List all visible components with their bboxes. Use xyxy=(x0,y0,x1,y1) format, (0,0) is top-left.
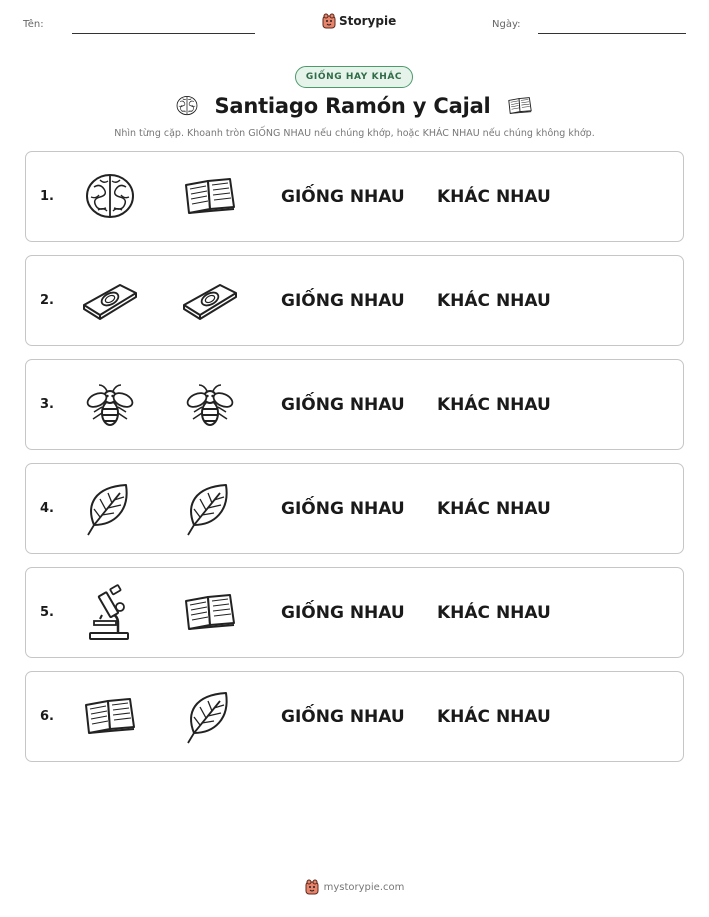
name-label: Tên: xyxy=(23,19,44,30)
brain-icon xyxy=(174,93,200,119)
question-number: 2. xyxy=(40,293,54,308)
same-option[interactable]: GIỐNG NHAU xyxy=(281,394,405,415)
different-option[interactable]: KHÁC NHAU xyxy=(437,602,551,623)
microscope-slide-icon xyxy=(80,271,140,331)
brand-logo xyxy=(322,13,396,29)
same-option[interactable]: GIỐNG NHAU xyxy=(281,290,405,311)
date-label: Ngày: xyxy=(492,19,521,30)
same-option[interactable]: GIỐNG NHAU xyxy=(281,602,405,623)
question-row-4 xyxy=(25,463,684,554)
different-option[interactable]: KHÁC NHAU xyxy=(437,394,551,415)
leaf-icon xyxy=(180,479,240,539)
book-icon xyxy=(505,92,535,120)
same-option[interactable]: GIỐNG NHAU xyxy=(281,186,405,207)
book-icon xyxy=(80,687,140,747)
question-row-1 xyxy=(25,151,684,242)
date-line[interactable] xyxy=(538,33,686,34)
question-row-6 xyxy=(25,671,684,762)
same-option[interactable]: GIỐNG NHAU xyxy=(281,706,405,727)
question-number: 4. xyxy=(40,501,54,516)
title-row xyxy=(0,92,709,120)
bee-icon xyxy=(80,375,140,435)
different-option[interactable]: KHÁC NHAU xyxy=(437,186,551,207)
book-icon xyxy=(180,167,240,227)
question-number: 5. xyxy=(40,605,54,620)
storypie-mascot-icon xyxy=(305,879,319,895)
footer xyxy=(0,879,709,895)
instructions: Nhìn từng cặp. Khoanh tròn GIỐNG NHAU nếu chúng khớp, hoặc KHÁC NHAU nếu chúng không khớp. xyxy=(114,128,595,139)
book-icon xyxy=(180,583,240,643)
leaf-icon xyxy=(80,479,140,539)
leaf-icon xyxy=(180,687,240,747)
microscope-icon xyxy=(80,583,140,643)
bee-icon xyxy=(180,375,240,435)
brand-name: Storypie xyxy=(339,14,397,28)
question-number: 3. xyxy=(40,397,54,412)
storypie-mascot-icon xyxy=(322,13,336,29)
microscope-slide-icon xyxy=(180,271,240,331)
same-option[interactable]: GIỐNG NHAU xyxy=(281,498,405,519)
different-option[interactable]: KHÁC NHAU xyxy=(437,498,551,519)
different-option[interactable]: KHÁC NHAU xyxy=(437,706,551,727)
page-title: Santiago Ramón y Cajal xyxy=(214,94,491,118)
footer-url[interactable]: mystorypie.com xyxy=(323,881,405,893)
question-row-3 xyxy=(25,359,684,450)
activity-badge: GIỐNG HAY KHÁC xyxy=(295,66,413,88)
question-number: 6. xyxy=(40,709,54,724)
different-option[interactable]: KHÁC NHAU xyxy=(437,290,551,311)
name-line[interactable] xyxy=(72,33,255,34)
question-row-2 xyxy=(25,255,684,346)
question-number: 1. xyxy=(40,189,54,204)
brain-icon xyxy=(80,167,140,227)
question-row-5 xyxy=(25,567,684,658)
